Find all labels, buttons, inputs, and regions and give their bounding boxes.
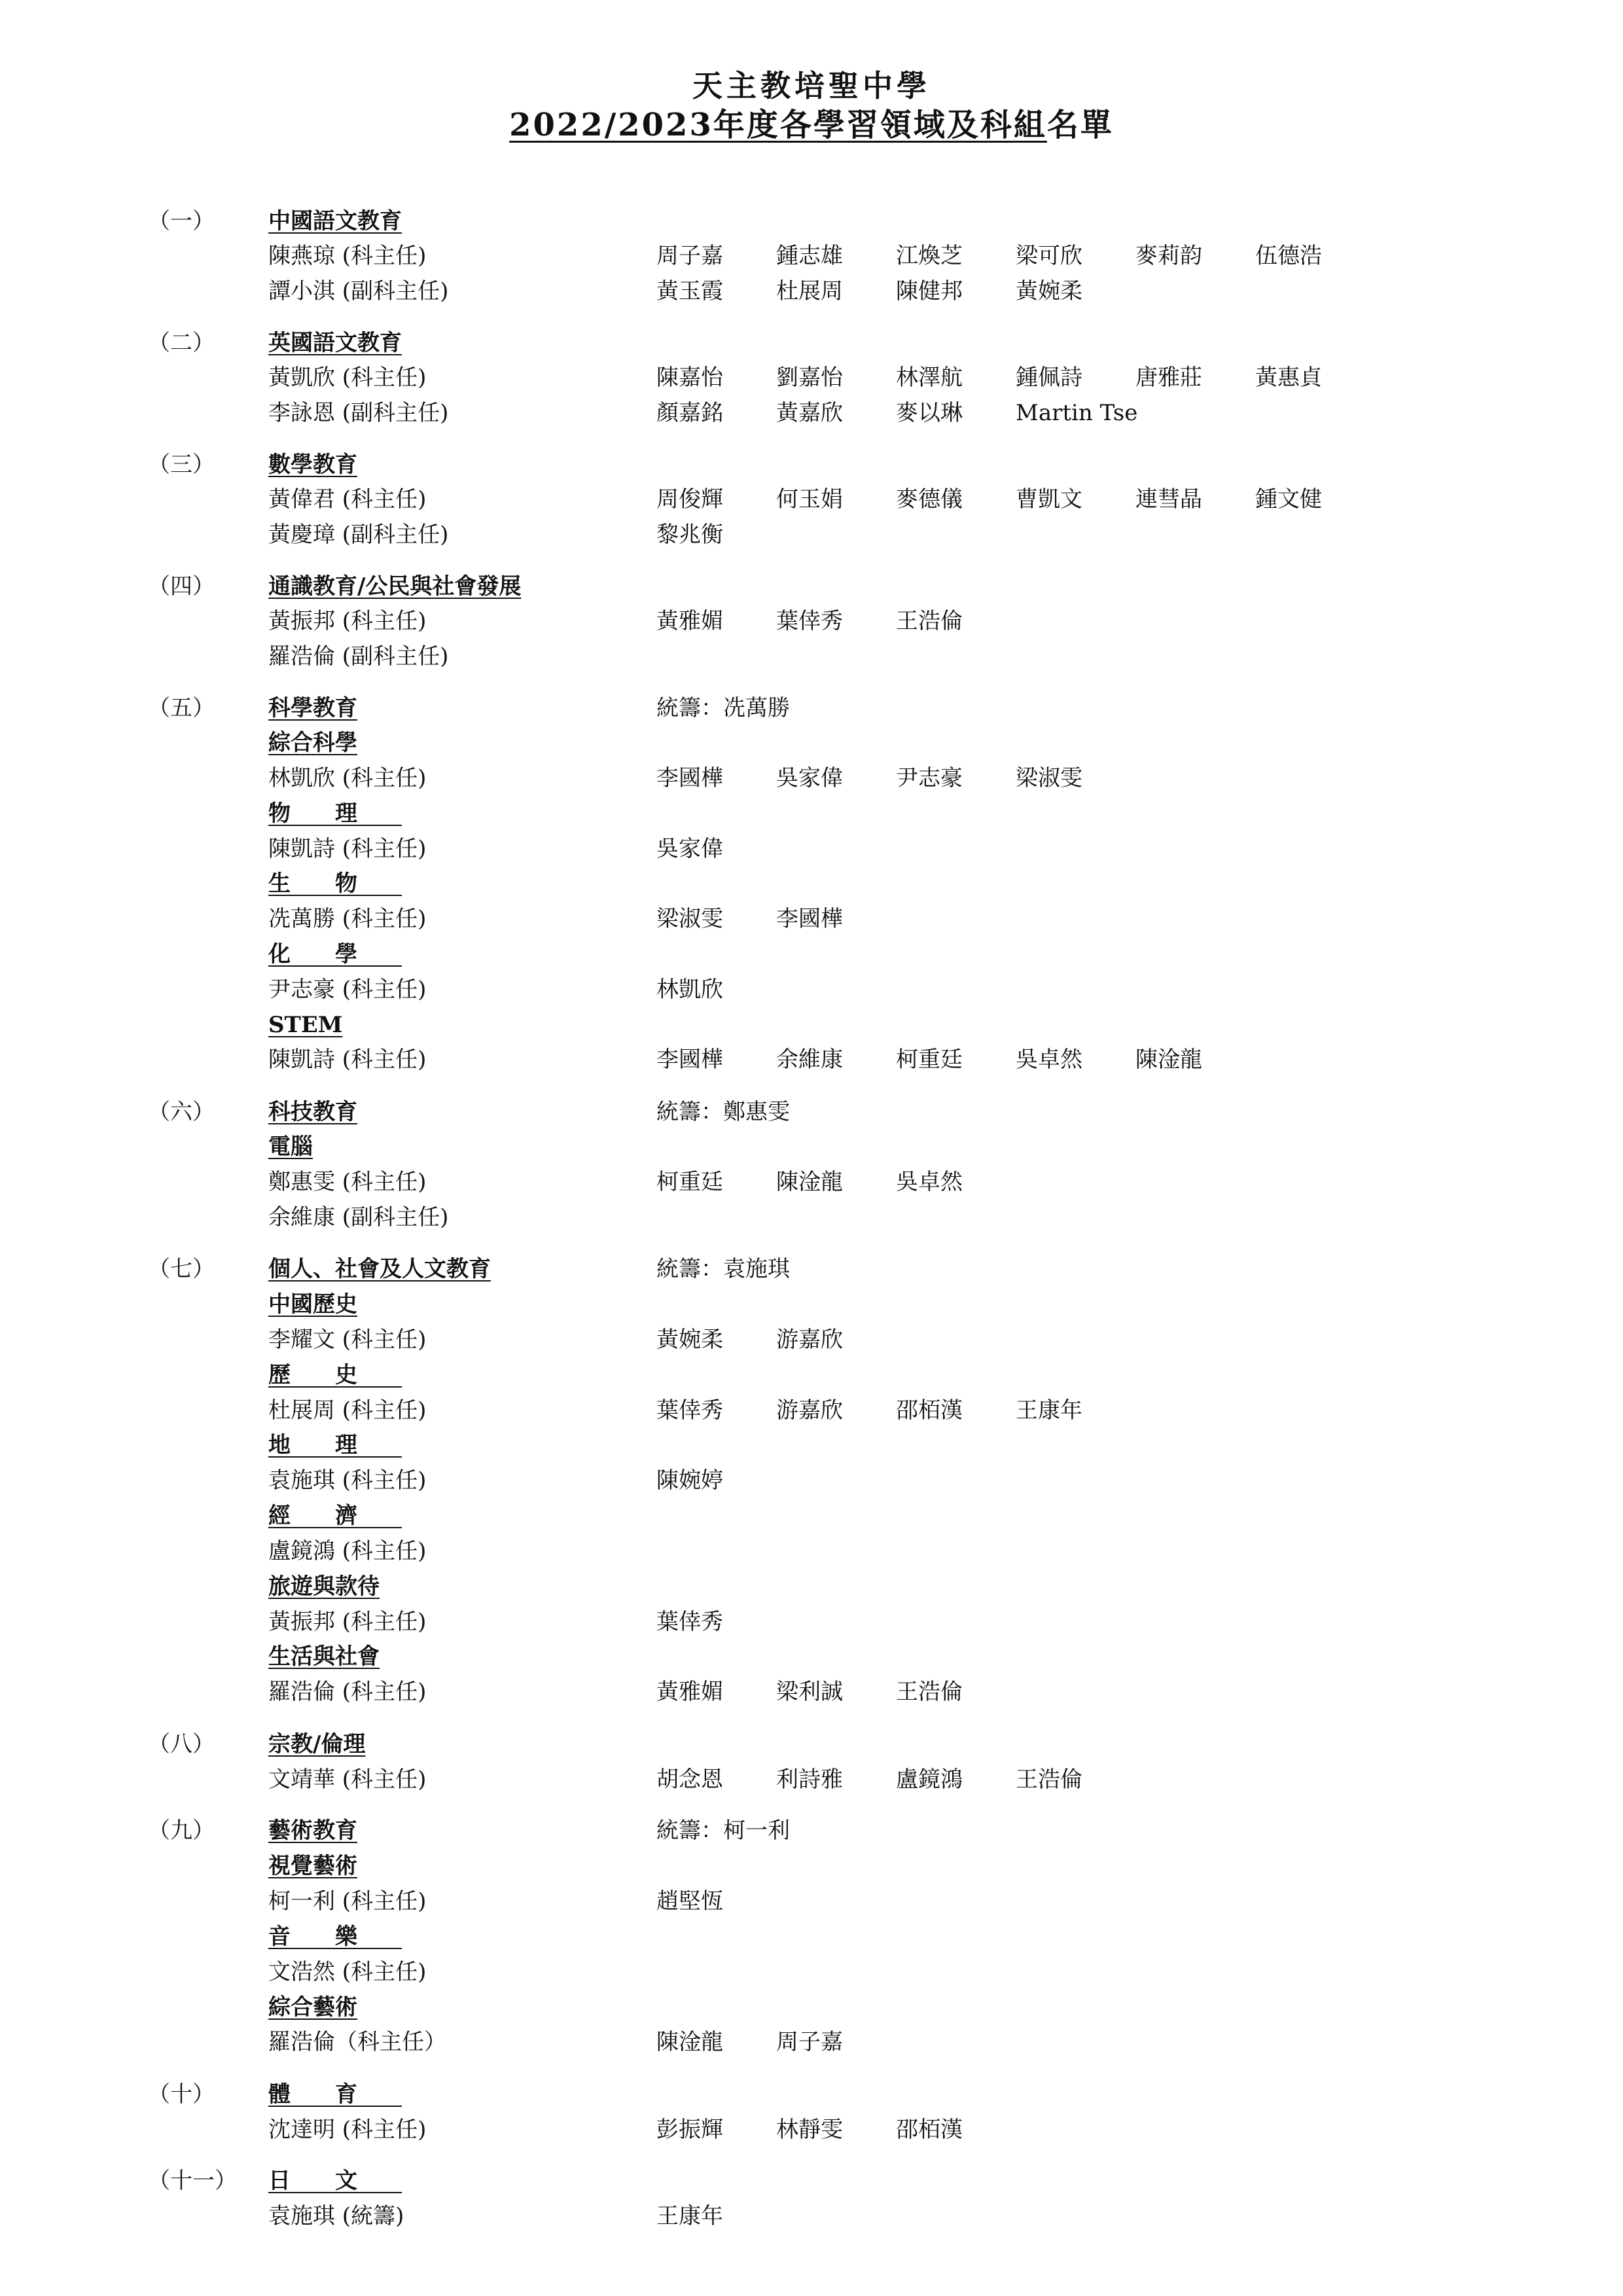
member-name: 吳家偉 xyxy=(776,765,843,791)
staff-row xyxy=(0,639,1623,674)
member-list xyxy=(656,274,1135,309)
staff-role-label: 陳凱詩 (科主任) xyxy=(268,1047,427,1073)
member-list xyxy=(656,1604,776,1640)
staff-role-label: 黃凱欣 (科主任) xyxy=(268,365,427,391)
subject-row xyxy=(0,1427,1623,1463)
subject-heading: 地理 xyxy=(268,1432,402,1458)
staff-row xyxy=(0,1042,1623,1077)
member-name: 麥以琳 xyxy=(896,400,963,426)
member-name: 鍾文健 xyxy=(1255,486,1322,512)
staff-row xyxy=(0,1674,1623,1710)
member-name: 李國樺 xyxy=(656,1047,723,1073)
member-name: 王浩倫 xyxy=(1016,1767,1082,1793)
staff-row xyxy=(0,238,1623,274)
member-name: 邵栢漢 xyxy=(896,1397,963,1424)
department-row xyxy=(0,1094,1623,1130)
section-number: （四） xyxy=(148,573,215,600)
department-heading: 科學教育 xyxy=(268,695,357,721)
staff-role-label: 羅浩倫 (科主任) xyxy=(268,1679,427,1705)
member-name: 吳卓然 xyxy=(896,1169,963,1195)
member-name: 柯重廷 xyxy=(896,1047,963,1073)
coordinator-label: 統籌：鄭惠雯 xyxy=(656,1099,790,1125)
department-heading: 藝術教育 xyxy=(268,1818,357,1844)
member-name: 黃惠貞 xyxy=(1255,365,1322,391)
staff-row xyxy=(0,1762,1623,1797)
staff-role-label: 盧鏡鴻 (科主任) xyxy=(268,1538,427,1564)
member-name: 葉倖秀 xyxy=(656,1609,723,1635)
staff-row xyxy=(0,395,1623,431)
member-name: 利詩雅 xyxy=(776,1767,843,1793)
member-name: 周子嘉 xyxy=(656,243,723,269)
section-number: （五） xyxy=(148,695,215,721)
department-row xyxy=(0,691,1623,726)
member-name: 余維康 xyxy=(776,1047,843,1073)
department-row xyxy=(0,1251,1623,1287)
member-name: 伍德浩 xyxy=(1255,243,1322,269)
department-heading: 個人、社會及人文教育 xyxy=(268,1256,491,1282)
member-name: 何玉娟 xyxy=(776,486,843,512)
staff-role-label: 柯一利 (科主任) xyxy=(268,1888,427,1914)
document-title xyxy=(0,99,1623,145)
coordinator-label: 統籌：冼萬勝 xyxy=(656,695,790,721)
member-name: 陳健邦 xyxy=(896,278,963,304)
department-heading: 宗教/倫理 xyxy=(268,1731,366,1757)
staff-role-label: 黃偉君 (科主任) xyxy=(268,486,427,512)
department-row xyxy=(0,1813,1623,1848)
subject-row xyxy=(0,1919,1623,1954)
section-number: （一） xyxy=(148,208,215,234)
member-list xyxy=(656,360,1375,395)
subject-heading: 經濟 xyxy=(268,1503,402,1529)
member-list xyxy=(656,901,896,937)
staff-row xyxy=(0,517,1623,552)
subject-row xyxy=(0,1357,1623,1393)
subject-row xyxy=(0,1287,1623,1322)
member-name: 李國樺 xyxy=(656,765,723,791)
member-name: 葉倖秀 xyxy=(656,1397,723,1424)
member-list xyxy=(656,603,1016,639)
subject-heading: 綜合科學 xyxy=(268,730,357,756)
member-name: 尹志豪 xyxy=(896,765,963,791)
department-heading: 科技教育 xyxy=(268,1099,357,1125)
staff-role-label: 袁施琪 (統籌) xyxy=(268,2203,404,2229)
subject-heading: 化學 xyxy=(268,941,402,967)
staff-row xyxy=(0,972,1623,1007)
member-name: 連彗晶 xyxy=(1135,486,1202,512)
subject-heading: 綜合藝術 xyxy=(268,1994,357,2020)
member-name: 周子嘉 xyxy=(776,2029,843,2055)
subject-heading: STEM xyxy=(268,1012,343,1038)
member-list xyxy=(656,395,1138,431)
subject-heading: 物理 xyxy=(268,800,402,827)
staff-role-label: 李詠恩 (副科主任) xyxy=(268,400,449,426)
member-list xyxy=(656,972,776,1007)
member-name: 黃婉柔 xyxy=(1016,278,1082,304)
section-number: （三） xyxy=(148,452,215,478)
department-row xyxy=(0,325,1623,361)
department-row xyxy=(0,2077,1623,2112)
subject-row xyxy=(0,1990,1623,2025)
staff-role-label: 林凱欣 (科主任) xyxy=(268,765,427,791)
member-name: 胡念恩 xyxy=(656,1767,723,1793)
staff-row xyxy=(0,1164,1623,1200)
staff-role-label: 冼萬勝 (科主任) xyxy=(268,906,427,932)
subject-row xyxy=(0,796,1623,831)
member-list xyxy=(656,1164,1016,1200)
member-name: 王浩倫 xyxy=(896,1679,963,1705)
subject-row xyxy=(0,937,1623,972)
staff-role-label: 羅浩倫（科主任） xyxy=(268,2029,446,2055)
member-name: 吳卓然 xyxy=(1016,1047,1082,1073)
member-name: 柯重廷 xyxy=(656,1169,723,1195)
staff-role-label: 譚小淇 (副科主任) xyxy=(268,278,449,304)
staff-role-label: 文靖華 (科主任) xyxy=(268,1767,427,1793)
staff-row xyxy=(0,1534,1623,1569)
member-name: 顏嘉銘 xyxy=(656,400,723,426)
subject-row xyxy=(0,1569,1623,1604)
staff-row xyxy=(0,1463,1623,1498)
subject-heading: 生物 xyxy=(268,870,402,897)
member-list xyxy=(656,482,1375,517)
staff-row xyxy=(0,482,1623,517)
member-list xyxy=(656,831,776,867)
staff-role-label: 余維康 (副科主任) xyxy=(268,1204,449,1230)
member-name: 游嘉欣 xyxy=(776,1327,843,1353)
member-name: 邵栢漢 xyxy=(896,2117,963,2143)
staff-row xyxy=(0,360,1623,395)
department-heading: 體育 xyxy=(268,2081,402,2108)
member-list xyxy=(656,238,1375,274)
department-heading: 數學教育 xyxy=(268,452,357,478)
staff-role-label: 黃慶璋 (副科主任) xyxy=(268,522,449,548)
member-name: 林澤航 xyxy=(896,365,963,391)
department-row xyxy=(0,569,1623,604)
member-name: 黃嘉欣 xyxy=(776,400,843,426)
member-name: 鍾志雄 xyxy=(776,243,843,269)
subject-row xyxy=(0,1848,1623,1884)
member-name: 黃玉霞 xyxy=(656,278,723,304)
member-list xyxy=(656,1674,1016,1710)
member-name: 陳淦龍 xyxy=(776,1169,843,1195)
member-name: 唐雅莊 xyxy=(1135,365,1202,391)
staff-role-label: 杜展周 (科主任) xyxy=(268,1397,427,1424)
member-name: 陳婉婷 xyxy=(656,1467,723,1494)
member-list xyxy=(656,517,776,552)
member-list xyxy=(656,2024,896,2060)
member-name: 李國樺 xyxy=(776,906,843,932)
member-name: 劉嘉怡 xyxy=(776,365,843,391)
staff-row xyxy=(0,603,1623,639)
subject-heading: 視覺藝術 xyxy=(268,1853,357,1879)
member-name: 彭振輝 xyxy=(656,2117,723,2143)
member-name: 王康年 xyxy=(656,2203,723,2229)
staff-row xyxy=(0,2112,1623,2147)
staff-role-label: 陳燕琼 (科主任) xyxy=(268,243,427,269)
staff-row xyxy=(0,901,1623,937)
staff-role-label: 文浩然 (科主任) xyxy=(268,1959,427,1985)
member-name: 江煥芝 xyxy=(896,243,963,269)
member-name: 麥莉韵 xyxy=(1135,243,1202,269)
member-name: 葉倖秀 xyxy=(776,608,843,634)
staff-role-label: 陳凱詩 (科主任) xyxy=(268,836,427,862)
member-list xyxy=(656,1884,776,1919)
member-name: 曹凱文 xyxy=(1016,486,1082,512)
member-list xyxy=(656,2198,776,2234)
member-name: 盧鏡鴻 xyxy=(896,1767,963,1793)
department-row xyxy=(0,1727,1623,1762)
section-number: （六） xyxy=(148,1099,215,1125)
staff-row xyxy=(0,2024,1623,2060)
staff-row xyxy=(0,1393,1623,1428)
member-name: 黃雅媚 xyxy=(656,1679,723,1705)
member-list xyxy=(656,1762,1135,1797)
member-name: 吳家偉 xyxy=(656,836,723,862)
coordinator-label: 統籌：袁施琪 xyxy=(656,1256,790,1282)
member-list xyxy=(656,1463,776,1498)
staff-role-label: 沈達明 (科主任) xyxy=(268,2117,427,2143)
subject-heading: 旅遊與款待 xyxy=(268,1573,380,1600)
member-name: 林凱欣 xyxy=(656,977,723,1003)
document-title-underlined: 2022/2023年度各學習領域及科組 xyxy=(509,107,1047,143)
department-row xyxy=(0,447,1623,482)
member-name: 梁可欣 xyxy=(1016,243,1082,269)
department-heading: 日文 xyxy=(268,2168,402,2194)
subject-row xyxy=(0,1129,1623,1164)
member-name: 游嘉欣 xyxy=(776,1397,843,1424)
member-name: 梁利誠 xyxy=(776,1679,843,1705)
staff-row xyxy=(0,274,1623,309)
member-name: 黃婉柔 xyxy=(656,1327,723,1353)
section-number: （八） xyxy=(148,1731,215,1757)
member-list xyxy=(656,1042,1255,1077)
member-name: 梁淑雯 xyxy=(1016,765,1082,791)
member-name: 杜展周 xyxy=(776,278,843,304)
member-list xyxy=(656,1393,1135,1428)
member-name: 黃雅媚 xyxy=(656,608,723,634)
member-name: 林靜雯 xyxy=(776,2117,843,2143)
staff-role-label: 羅浩倫 (副科主任) xyxy=(268,643,449,670)
subject-row xyxy=(0,725,1623,761)
subject-row xyxy=(0,866,1623,901)
member-name: 梁淑雯 xyxy=(656,906,723,932)
coordinator-label: 統籌：柯一利 xyxy=(656,1818,790,1844)
staff-row xyxy=(0,1884,1623,1919)
department-row xyxy=(0,2163,1623,2198)
staff-row xyxy=(0,1200,1623,1235)
member-name: 鍾佩詩 xyxy=(1016,365,1082,391)
subject-heading: 電腦 xyxy=(268,1134,313,1160)
staff-row xyxy=(0,831,1623,867)
subject-row xyxy=(0,1498,1623,1534)
member-name: 陳嘉怡 xyxy=(656,365,723,391)
staff-role-label: 李耀文 (科主任) xyxy=(268,1327,427,1353)
staff-role-label: 黃振邦 (科主任) xyxy=(268,608,427,634)
department-heading: 通識教育/公民與社會發展 xyxy=(268,573,522,600)
staff-role-label: 黃振邦 (科主任) xyxy=(268,1609,427,1635)
staff-row xyxy=(0,1604,1623,1640)
member-name: 陳淦龍 xyxy=(1135,1047,1202,1073)
staff-row xyxy=(0,1954,1623,1990)
section-number: （十） xyxy=(148,2081,215,2108)
department-heading: 中國語文教育 xyxy=(268,208,402,234)
section-number: （七） xyxy=(148,1256,215,1282)
staff-row xyxy=(0,1322,1623,1357)
subject-heading: 生活與社會 xyxy=(268,1643,380,1670)
member-name: 周俊輝 xyxy=(656,486,723,512)
subject-row xyxy=(0,1007,1623,1043)
member-list xyxy=(656,1322,896,1357)
member-name: 陳淦龍 xyxy=(656,2029,723,2055)
subject-heading: 歷史 xyxy=(268,1362,402,1388)
department-heading: 英國語文教育 xyxy=(268,330,402,356)
section-number: （九） xyxy=(148,1818,215,1844)
staff-row xyxy=(0,761,1623,796)
section-number: （二） xyxy=(148,330,215,356)
staff-row xyxy=(0,2198,1623,2234)
member-name: Martin Tse xyxy=(1016,400,1138,426)
member-name: 趙堅恆 xyxy=(656,1888,723,1914)
member-name: 王浩倫 xyxy=(896,608,963,634)
member-name: 麥德儀 xyxy=(896,486,963,512)
document-title-tail: 名單 xyxy=(1046,107,1114,143)
department-row xyxy=(0,204,1623,239)
subject-row xyxy=(0,1639,1623,1674)
section-number: （十一） xyxy=(148,2168,237,2194)
staff-role-label: 鄭惠雯 (科主任) xyxy=(268,1169,427,1195)
member-name: 王康年 xyxy=(1016,1397,1082,1424)
member-list xyxy=(656,2112,1016,2147)
school-name: 天主教培聖中學 xyxy=(692,68,931,103)
member-list xyxy=(656,761,1135,796)
member-name: 黎兆衡 xyxy=(656,522,723,548)
staff-role-label: 尹志豪 (科主任) xyxy=(268,977,427,1003)
subject-heading: 音樂 xyxy=(268,1924,402,1950)
subject-heading: 中國歷史 xyxy=(268,1291,357,1318)
staff-role-label: 袁施琪 (科主任) xyxy=(268,1467,427,1494)
